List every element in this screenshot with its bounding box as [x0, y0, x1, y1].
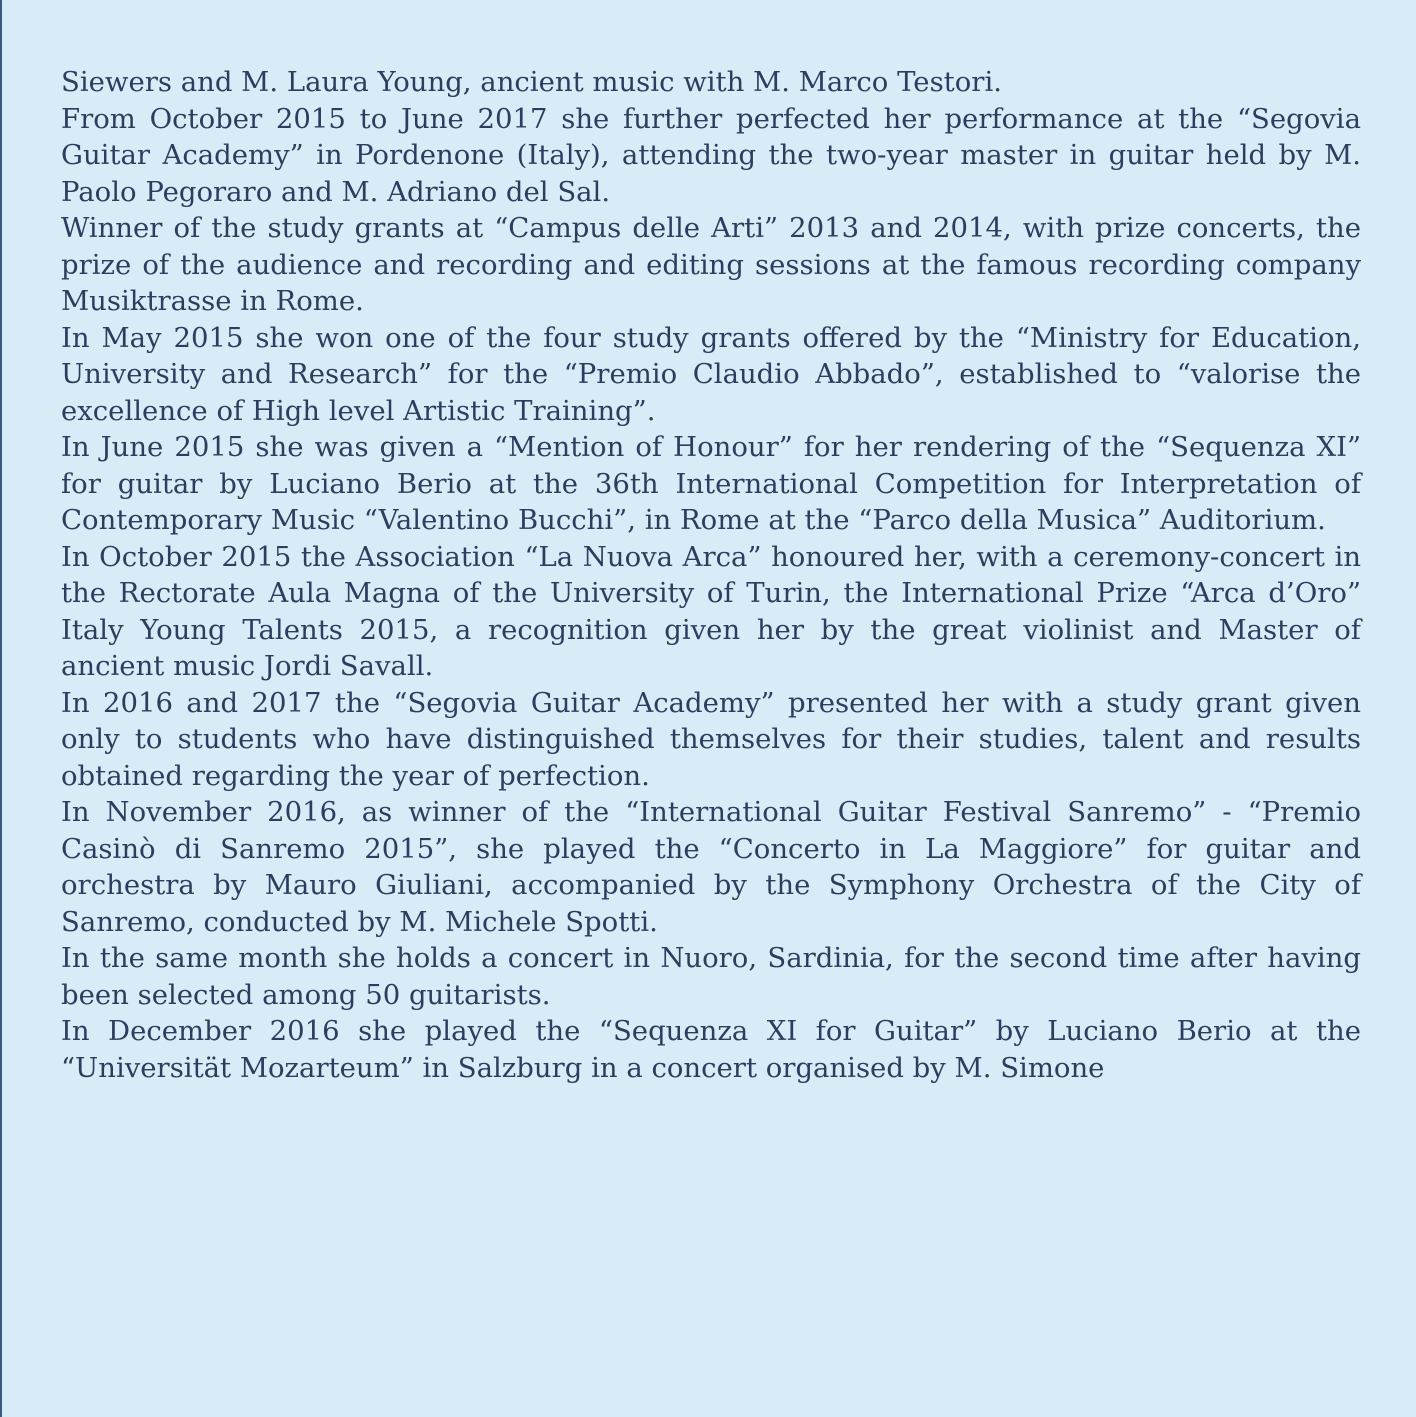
paragraph-sanremo-concert: In November 2016, as winner of the “International Guitar Festival Sanremo” - “Premio Casinò di Sanremo 2015”, she played the “Concerto in La Maggiore” for guitar and orchestra by Mauro Giuliani, accompanied by the Symphony Orchestra of the City of Sanremo, conducted by M. Michele Spotti. [61, 796, 1361, 938]
paragraph-study-grant: In 2016 and 2017 the “Segovia Guitar Academy” presented her with a study grant given only to students who have distinguished themselves for their studies, talent and results obtained regarding the year of perfection. [61, 686, 1361, 792]
biography-text [61, 64, 1361, 1086]
paragraph-campus-delle-arti: Winner of the study grants at “Campus delle Arti” 2013 and 2014, with prize concerts, the prize of the audience and recording and editing sessions at the famous recording company Musiktrasse in Rome. [61, 212, 1361, 317]
paragraph-salzburg-concert: In December 2016 she played the “Sequenza XI for Guitar” by Luciano Berio at the “Universität Mozarteum” in Salzburg in a concert organised by M. Simone [61, 1015, 1361, 1084]
left-border-rule [0, 0, 2, 1417]
paragraph-nuoro-concert: In the same month she holds a concert in Nuoro, Sardinia, for the second time after having been selected among 50 guitarists. [61, 942, 1361, 1011]
paragraph-arca-doro: In October 2015 the Association “La Nuova Arca” honoured her, with a ceremony-concert in the Rectorate Aula Magna of the University of Turin, the International Prize “Arca d’Oro” Italy Young Talents 2015, a recognition given her by the great violinist and Master of ancient music Jordi Savall. [61, 540, 1361, 682]
paragraph-teachers: Siewers and M. Laura Young, ancient music with M. Marco Testori. [61, 66, 1002, 98]
paragraph-premio-abbado: In May 2015 she won one of the four study grants offered by the “Ministry for Education, University and Research” for the “Premio Claudio Abbado”, established to “valorise the excellence of High level Artistic Training”. [61, 321, 1361, 427]
paragraph-segovia-master: From October 2015 to June 2017 she further perfected her performance at the “Segovia Guitar Academy” in Pordenone (Italy), attending the two-year master in guitar held by M. Paolo Pegoraro and M. Adriano del Sal. [61, 102, 1361, 208]
paragraph-mention-of-honour: In June 2015 she was given a “Mention of Honour” for her rendering of the “Sequenza XI” for guitar by Luciano Berio at the 36th International Competition for Interpretation of Contemporary Music “Valentino Bucchi”, in Rome at the “Parco della Musica” Auditorium. [61, 431, 1361, 536]
